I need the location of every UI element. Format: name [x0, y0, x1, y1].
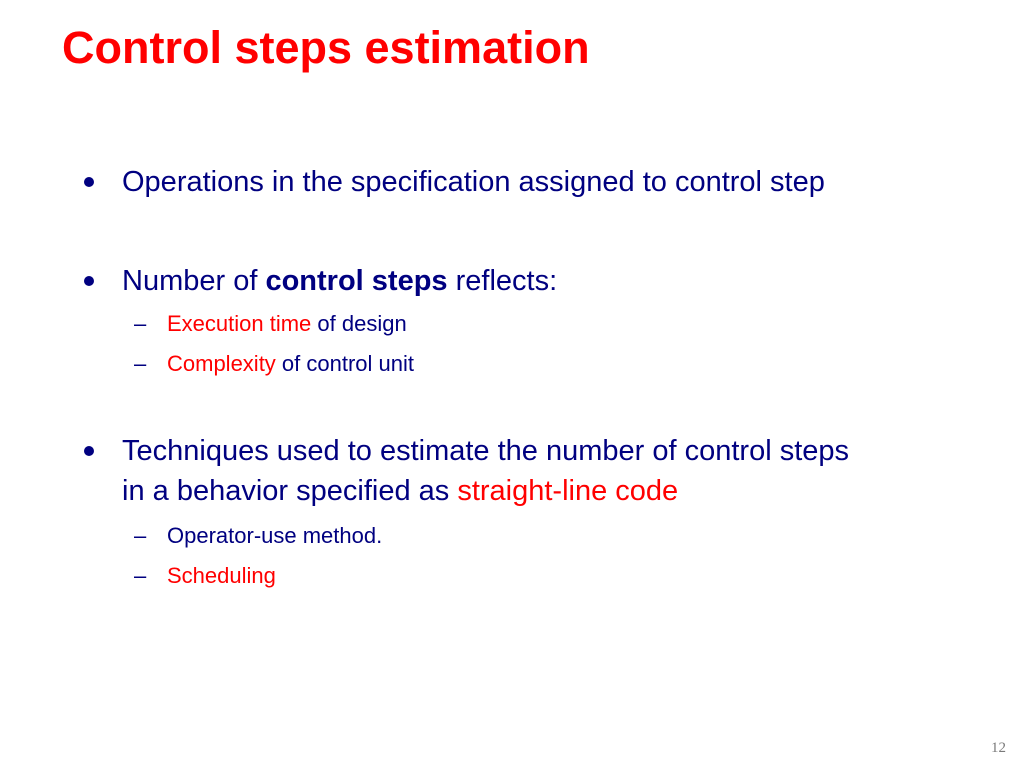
sub-item-highlight: Scheduling: [167, 563, 276, 588]
bullet-text-line-2: [122, 471, 1002, 511]
slide-title: Control steps estimation: [62, 22, 590, 73]
sub-item-rest: of design: [311, 311, 407, 336]
sub-item-text: [167, 349, 414, 379]
bullet-text-line-1: Techniques used to estimate the number of control steps: [122, 435, 850, 467]
dash-icon: –: [134, 351, 147, 376]
bullet-text-line-2-prefix: in a behavior specified as: [122, 475, 458, 507]
bullet-dot-icon: [84, 446, 94, 456]
dash-icon: –: [134, 523, 147, 548]
dash-icon: –: [134, 563, 147, 588]
bullet-text-prefix: Number of: [122, 265, 266, 297]
sub-item-highlight: Complexity: [167, 351, 276, 376]
bullet-text-suffix: reflects:: [447, 265, 558, 297]
bullet-text-bold: control steps: [265, 265, 448, 297]
dash-icon: –: [134, 311, 147, 336]
sub-item-text: Operator-use method.: [167, 523, 383, 548]
bullet-text: Operations in the specification assigned to control step: [122, 166, 825, 198]
bullet-text-highlight: straight-line code: [457, 475, 679, 507]
bullet-dot-icon: [84, 276, 94, 286]
bullet-text: [122, 261, 1002, 301]
bullet-text: [122, 431, 1002, 511]
page-number: 12: [991, 740, 1006, 756]
bullet-dot-icon: [84, 177, 94, 187]
sub-item-text: [167, 309, 407, 339]
sub-item-highlight: Execution time: [167, 311, 312, 336]
sub-item-rest: of control unit: [275, 351, 414, 376]
